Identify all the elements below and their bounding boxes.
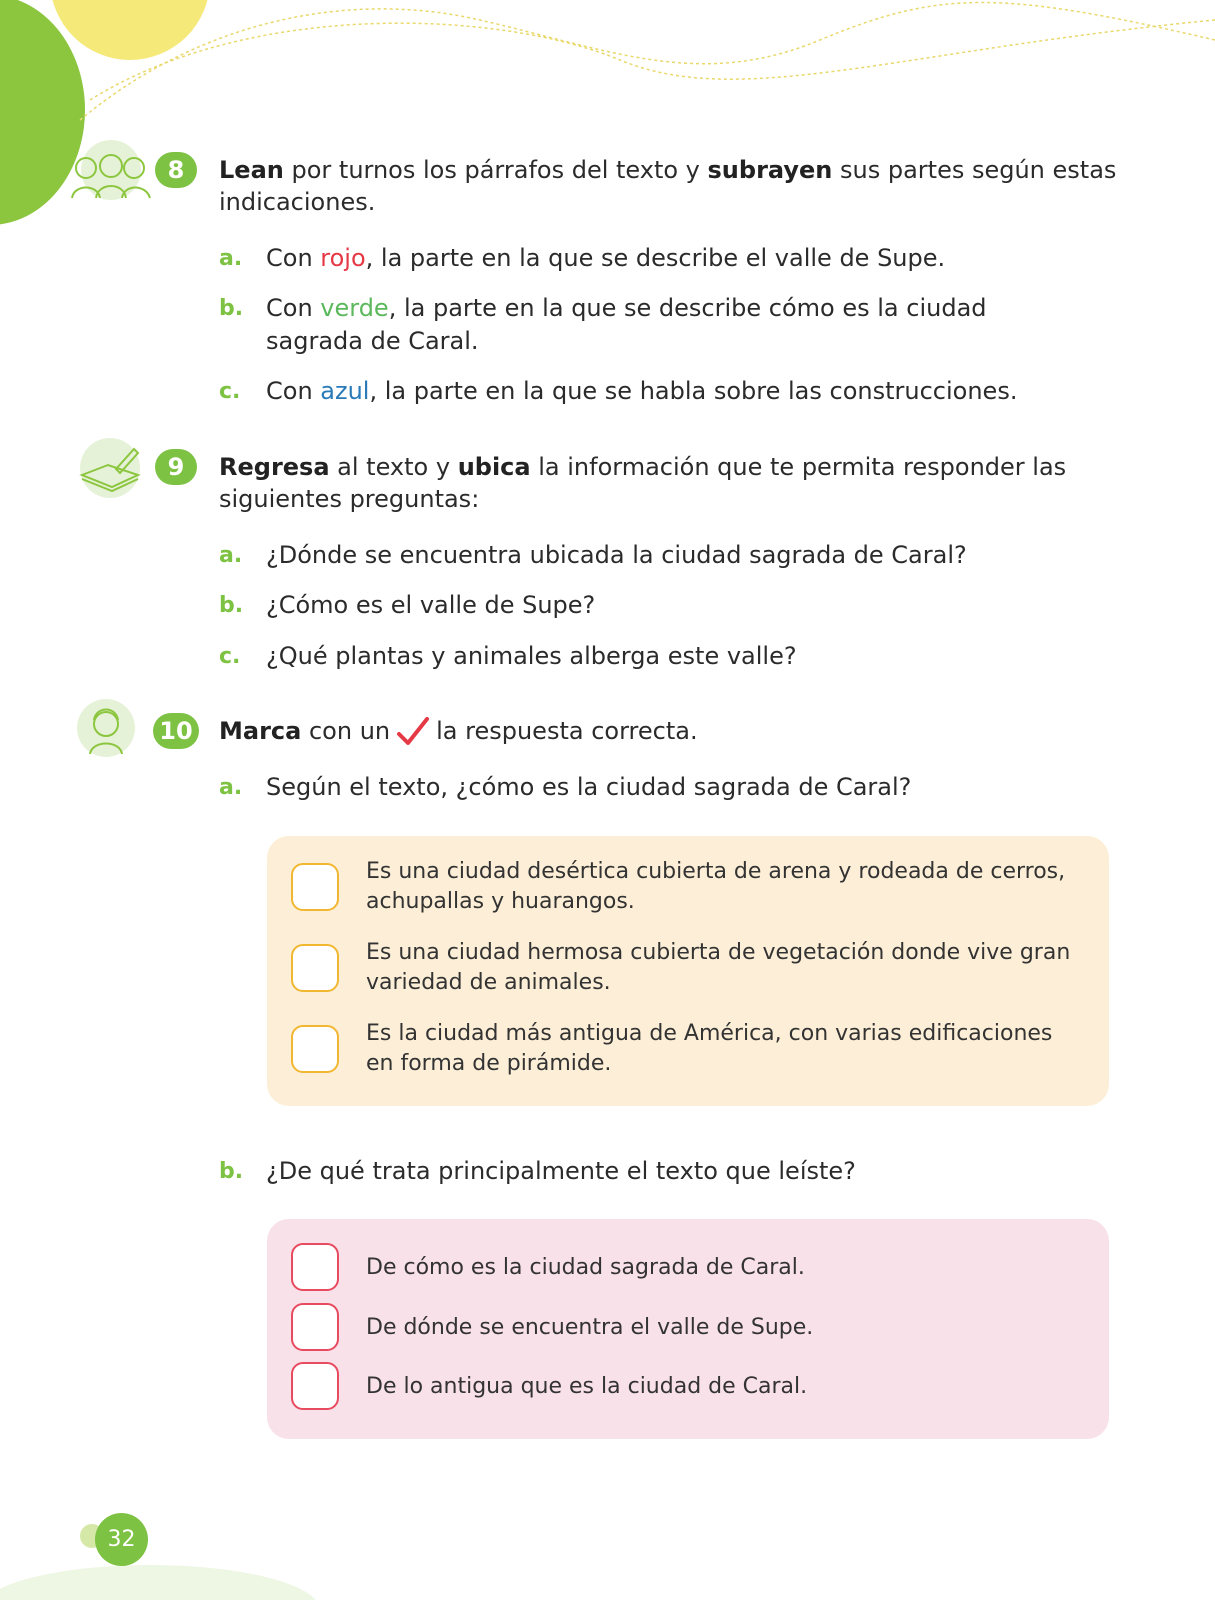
question-number: 10 — [153, 713, 199, 749]
option-row — [267, 1241, 1109, 1293]
list-item: c. Con azul, la parte en la que se habla sobre las construcciones. — [219, 377, 1018, 405]
option-text: De lo antigua que es la ciudad de Caral. — [366, 1374, 808, 1399]
checkbox[interactable] — [291, 1025, 339, 1073]
list-item: b. Con verde, la parte en la que se describe cómo es la ciudad sagrada de Caral. — [219, 294, 987, 355]
checkbox[interactable] — [291, 1243, 339, 1291]
checkbox[interactable] — [291, 944, 339, 992]
instruction: Regresa al texto y ubica la información que te permita responder las siguientes preguntas: — [219, 453, 1067, 513]
option-text: De dónde se encuentra el valle de Supe. — [366, 1315, 814, 1340]
group-of-children-icon — [66, 140, 156, 206]
book-and-pencil-icon — [76, 437, 144, 499]
instruction: Marca con un la respuesta correcta. — [219, 715, 1119, 748]
option-row — [267, 857, 1109, 917]
option-row — [267, 1360, 1109, 1412]
option-text: Es la ciudad más antigua de América, con varias edificaciones en forma de pirámide. — [366, 1021, 1053, 1076]
question-number: 9 — [155, 449, 197, 485]
question-a: a. Según el texto, ¿cómo es la ciudad sagrada de Caral? — [219, 773, 912, 801]
option-text: Es una ciudad hermosa cubierta de vegetación donde vive gran variedad de animales. — [366, 940, 1071, 995]
checkbox[interactable] — [291, 863, 339, 911]
options-panel-a — [267, 836, 1109, 1106]
page-number: 32 — [95, 1513, 148, 1566]
instruction: Lean por turnos los párrafos del texto y subrayen sus partes según estas indicaciones. — [219, 156, 1117, 216]
option-text: De cómo es la ciudad sagrada de Caral. — [366, 1255, 805, 1280]
list-item: a. ¿Dónde se encuentra ubicada la ciudad sagrada de Caral? — [219, 541, 967, 569]
question-number: 8 — [155, 152, 197, 188]
question-b: b. ¿De qué trata principalmente el texto que leíste? — [219, 1157, 856, 1185]
list-item: c. ¿Qué plantas y animales alberga este valle? — [219, 642, 797, 670]
option-row — [267, 1301, 1109, 1353]
option-row — [267, 1019, 1109, 1079]
red-checkmark-icon — [396, 716, 430, 748]
checkbox[interactable] — [291, 1303, 339, 1351]
options-panel-b — [267, 1219, 1109, 1439]
list-item: b. ¿Cómo es el valle de Supe? — [219, 591, 596, 619]
checkbox[interactable] — [291, 1362, 339, 1410]
option-text: Es una ciudad desértica cubierta de arena y rodeada de cerros, achupallas y huarangos. — [366, 859, 1066, 914]
child-face-icon — [76, 698, 136, 758]
list-item: a. Con rojo, la parte en la que se describe el valle de Supe. — [219, 244, 946, 272]
option-row — [267, 938, 1109, 998]
